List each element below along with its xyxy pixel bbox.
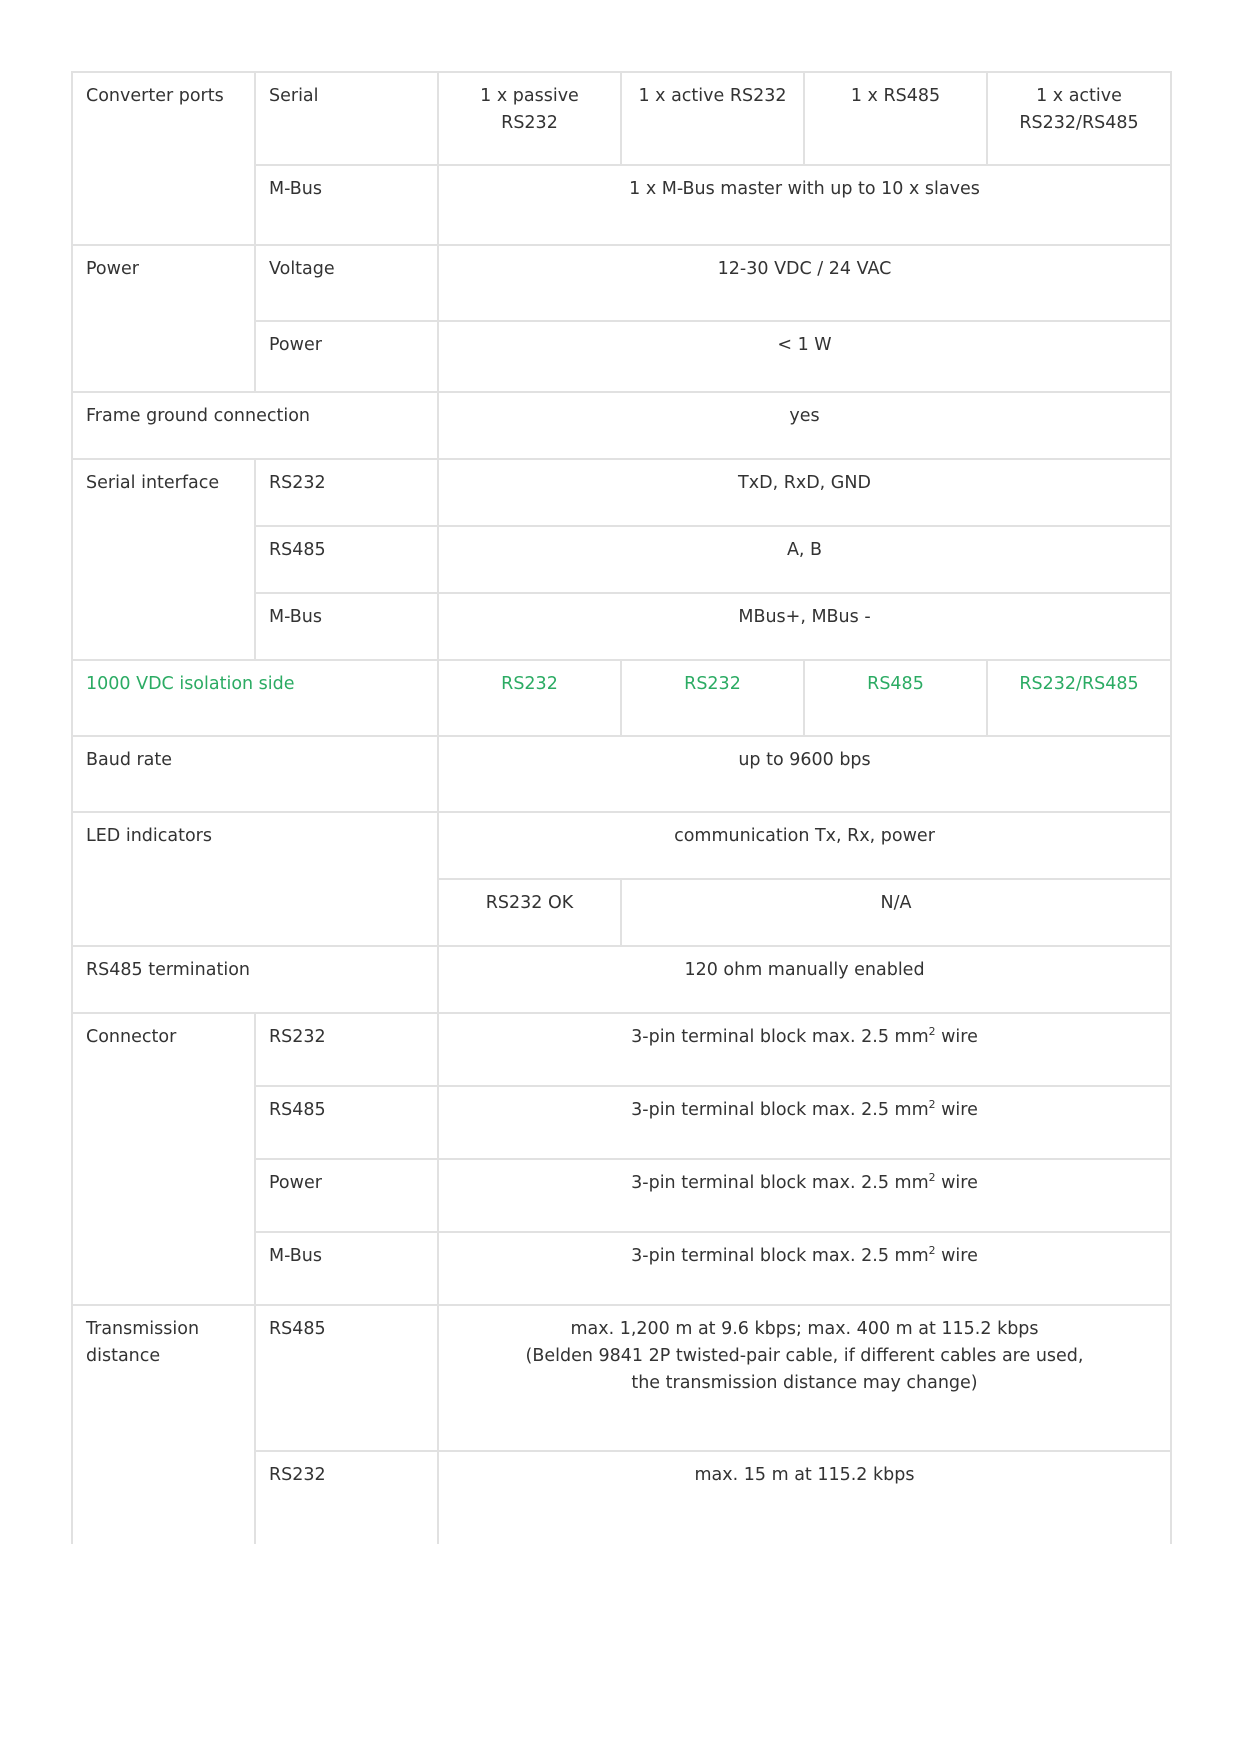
connector-mbus-label: M-Bus xyxy=(255,1232,438,1305)
connector-label: Connector xyxy=(72,1013,255,1305)
connector-value-suffix: wire xyxy=(935,1246,978,1266)
connector-power-value xyxy=(438,1159,1171,1232)
isolation-value-4: RS232/RS485 xyxy=(987,660,1171,736)
frame-ground-label: Frame ground connection xyxy=(72,392,438,459)
led-rs232-ok-value: RS232 OK xyxy=(438,879,621,946)
power-consumption-value: < 1 W xyxy=(438,321,1171,392)
rs485-termination-value: 120 ohm manually enabled xyxy=(438,946,1171,1013)
serial-interface-rs232-label: RS232 xyxy=(255,459,438,526)
transmission-rs485-line-2: (Belden 9841 2P twisted-pair cable, if different cables are used, xyxy=(525,1346,1084,1366)
rs485-termination-row xyxy=(72,946,1171,1013)
isolation-row xyxy=(72,660,1171,736)
frame-ground-row xyxy=(72,392,1171,459)
connector-rs232-label: RS232 xyxy=(255,1013,438,1086)
connector-rs485-value xyxy=(438,1086,1171,1159)
isolation-value-3: RS485 xyxy=(804,660,987,736)
serial-interface-mbus-value: MBus+, MBus - xyxy=(438,593,1171,660)
frame-ground-value: yes xyxy=(438,392,1171,459)
transmission-rs232-label: RS232 xyxy=(255,1451,438,1544)
connector-value-superscript: 2 xyxy=(928,1098,936,1112)
power-label: Power xyxy=(72,245,255,392)
serial-variant-passive-rs232: 1 x passive RS232 xyxy=(438,72,621,165)
led-na-value: N/A xyxy=(621,879,1171,946)
connector-value-suffix: wire xyxy=(935,1100,978,1120)
transmission-rs485-row xyxy=(72,1305,1171,1451)
connector-power-label: Power xyxy=(255,1159,438,1232)
voltage-value: 12-30 VDC / 24 VAC xyxy=(438,245,1171,321)
transmission-rs485-value xyxy=(438,1305,1171,1451)
connector-value-prefix: 3-pin terminal block max. 2.5 mm xyxy=(631,1173,929,1193)
mbus-port-label: M-Bus xyxy=(255,165,438,245)
isolation-value-1: RS232 xyxy=(438,660,621,736)
baud-rate-value: up to 9600 bps xyxy=(438,736,1171,812)
connector-value-suffix: wire xyxy=(935,1027,978,1047)
power-voltage-row xyxy=(72,245,1171,321)
led-indicators-label: LED indicators xyxy=(72,812,438,946)
led-indicators-row xyxy=(72,812,1171,879)
connector-rs232-value xyxy=(438,1013,1171,1086)
serial-label: Serial xyxy=(255,72,438,165)
connector-mbus-value xyxy=(438,1232,1171,1305)
connector-rs232-row xyxy=(72,1013,1171,1086)
transmission-rs485-label: RS485 xyxy=(255,1305,438,1451)
connector-value-suffix: wire xyxy=(935,1173,978,1193)
serial-variant-rs485: 1 x RS485 xyxy=(804,72,987,165)
connector-value-superscript: 2 xyxy=(928,1025,936,1039)
transmission-distance-label: Transmission distance xyxy=(72,1305,255,1544)
serial-interface-rs485-value: A, B xyxy=(438,526,1171,593)
serial-interface-rs485-label: RS485 xyxy=(255,526,438,593)
isolation-value-2: RS232 xyxy=(621,660,804,736)
voltage-label: Voltage xyxy=(255,245,438,321)
power-consumption-label: Power xyxy=(255,321,438,392)
transmission-rs232-value: max. 15 m at 115.2 kbps xyxy=(438,1451,1171,1544)
connector-value-prefix: 3-pin terminal block max. 2.5 mm xyxy=(631,1246,929,1266)
serial-interface-rs232-row xyxy=(72,459,1171,526)
connector-rs485-label: RS485 xyxy=(255,1086,438,1159)
serial-variant-active-rs232-rs485: 1 x active RS232/RS485 xyxy=(987,72,1171,165)
led-communication-value: communication Tx, Rx, power xyxy=(438,812,1171,879)
connector-value-superscript: 2 xyxy=(928,1171,936,1185)
baud-rate-row xyxy=(72,736,1171,812)
converter-ports-serial-row xyxy=(72,72,1171,165)
serial-interface-label: Serial interface xyxy=(72,459,255,660)
connector-value-prefix: 3-pin terminal block max. 2.5 mm xyxy=(631,1027,929,1047)
rs485-termination-label: RS485 termination xyxy=(72,946,438,1013)
spec-table xyxy=(71,71,1172,1544)
serial-interface-mbus-label: M-Bus xyxy=(255,593,438,660)
connector-value-superscript: 2 xyxy=(928,1244,936,1258)
transmission-rs485-line-1: max. 1,200 m at 9.6 kbps; max. 400 m at 115.2 kbps xyxy=(570,1319,1039,1339)
transmission-rs485-line-3: the transmission distance may change) xyxy=(631,1373,978,1393)
serial-interface-rs232-value: TxD, RxD, GND xyxy=(438,459,1171,526)
baud-rate-label: Baud rate xyxy=(72,736,438,812)
connector-value-prefix: 3-pin terminal block max. 2.5 mm xyxy=(631,1100,929,1120)
mbus-port-value: 1 x M-Bus master with up to 10 x slaves xyxy=(438,165,1171,245)
converter-ports-label: Converter ports xyxy=(72,72,255,245)
isolation-label: 1000 VDC isolation side xyxy=(72,660,438,736)
serial-variant-active-rs232: 1 x active RS232 xyxy=(621,72,804,165)
